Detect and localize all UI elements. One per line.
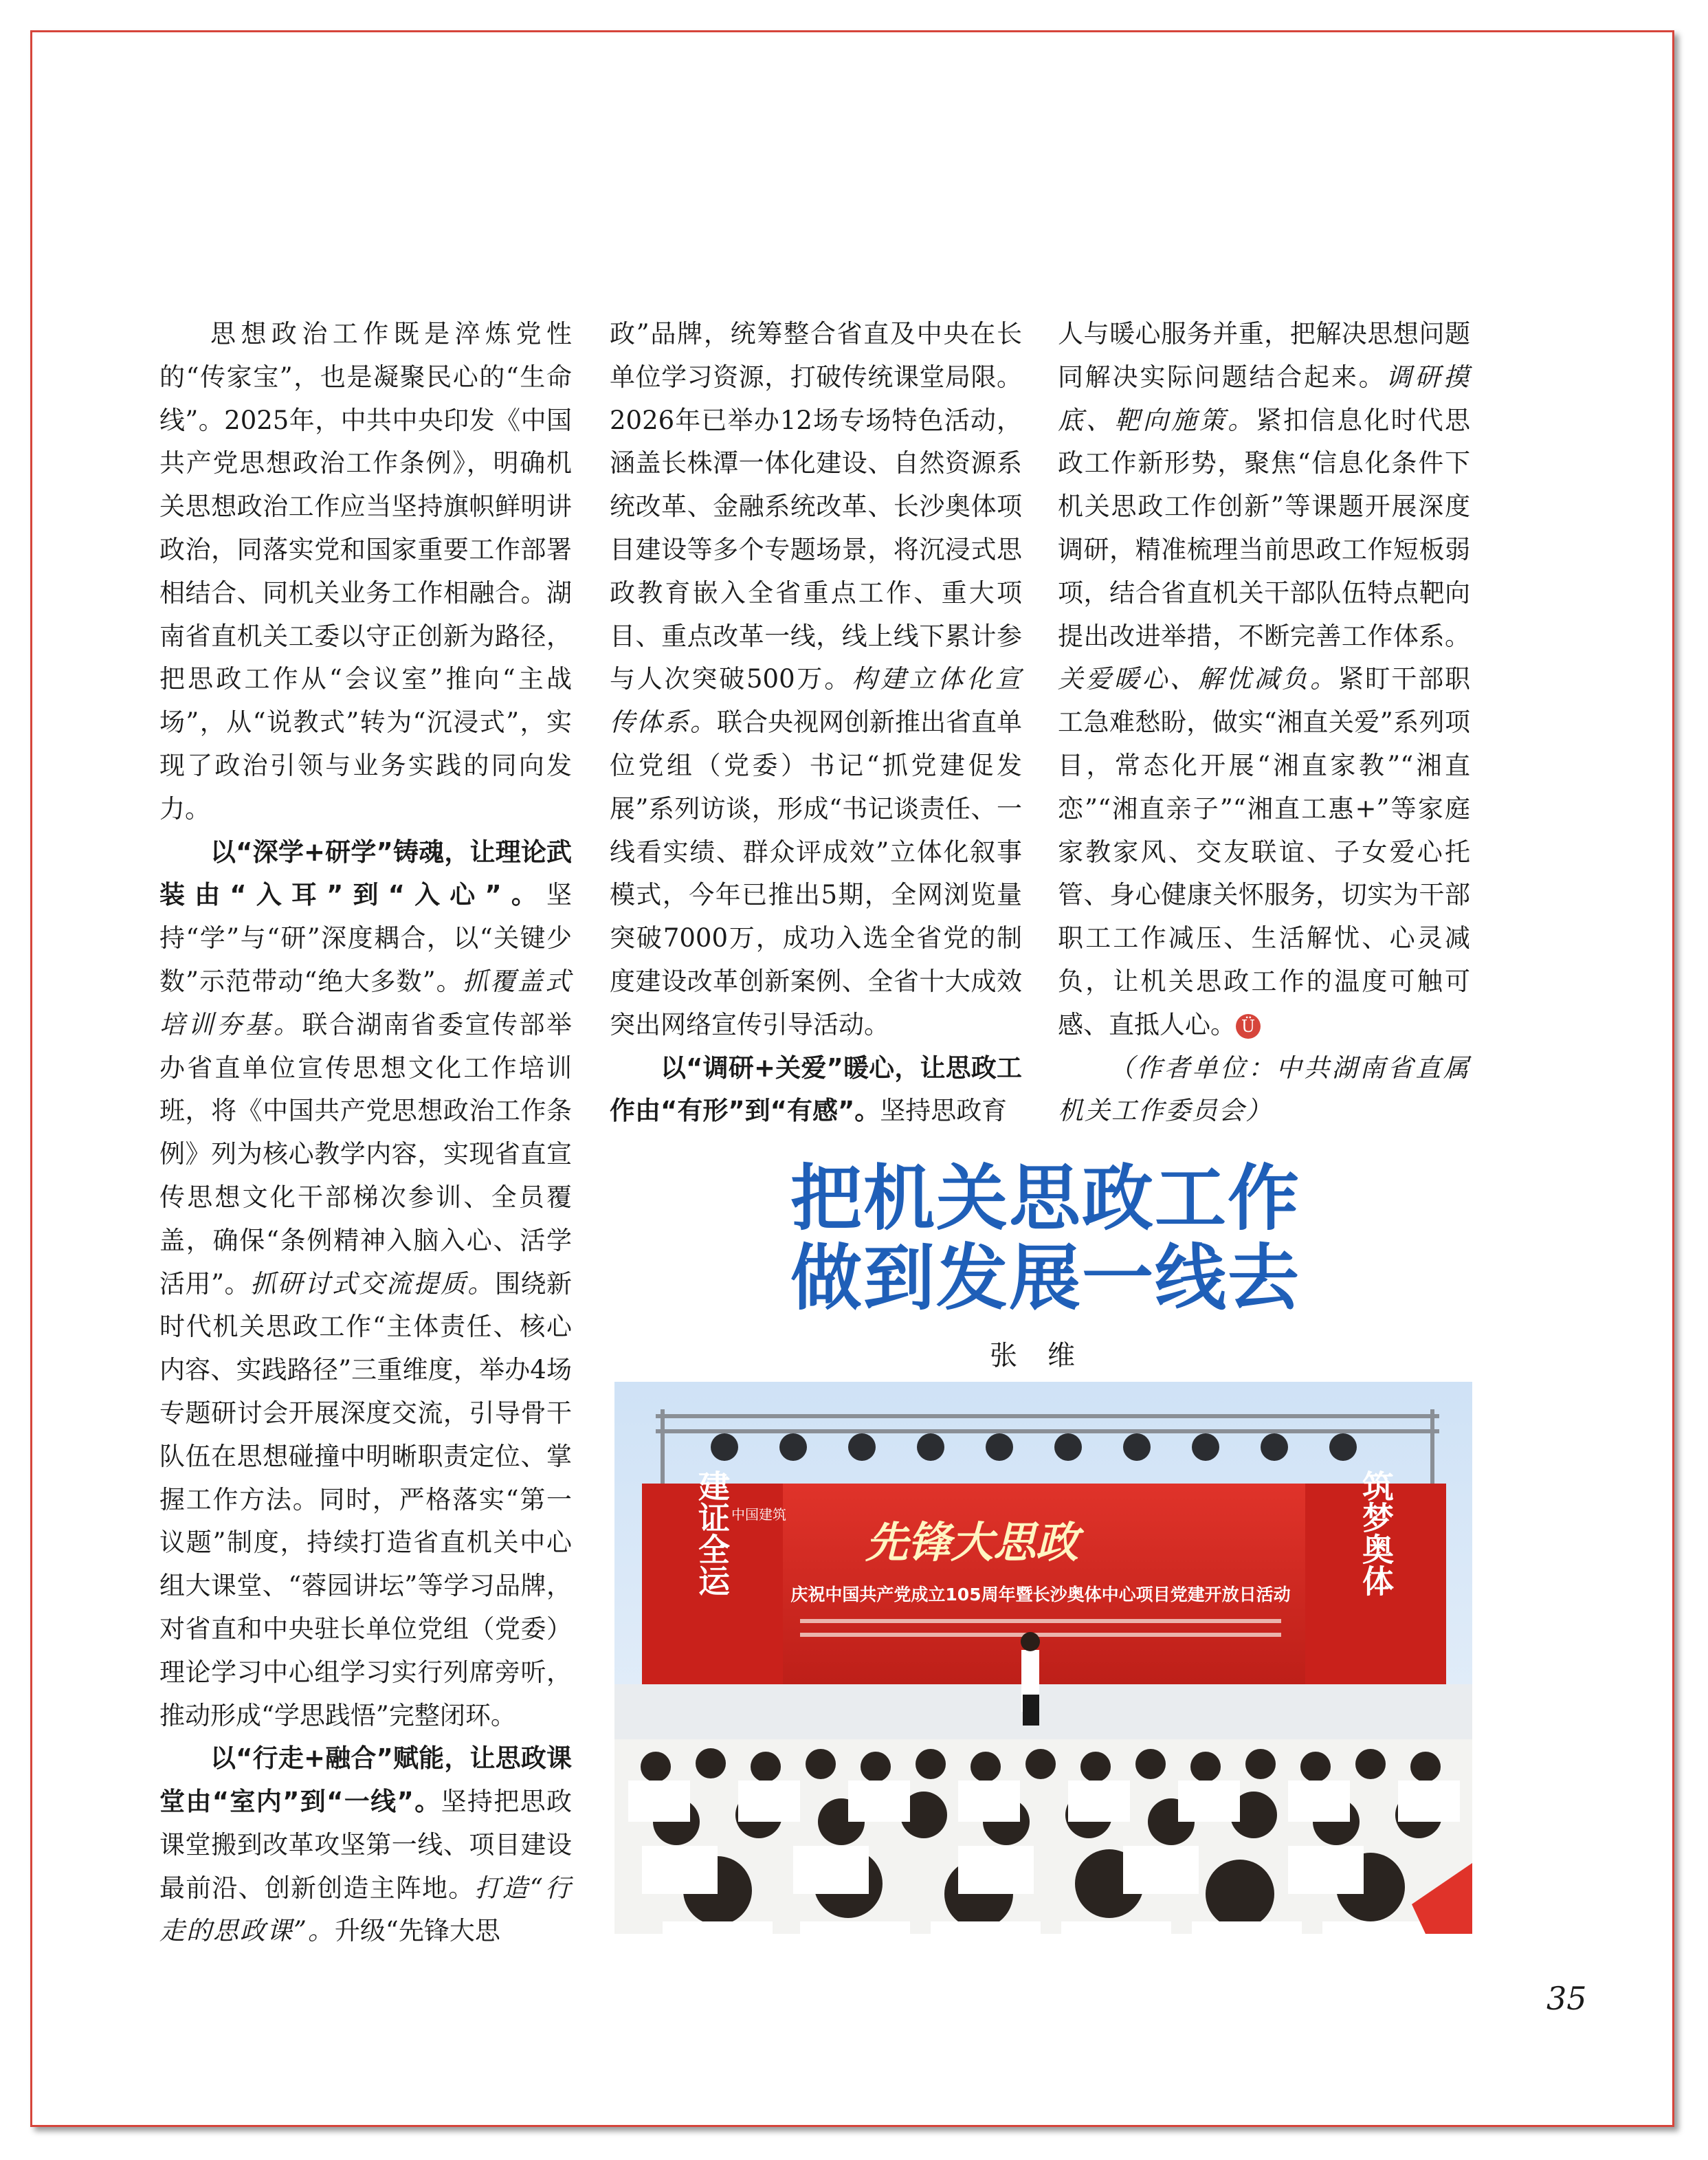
banner-title: 庆祝中国共产党成立105周年暨长沙奥体中心项目党建开放日活动 [790,1585,1291,1605]
banner-right-slogan: 筑梦奥体 [1357,1470,1395,1596]
banner-logo: 中国建筑 [731,1506,786,1523]
paragraph: 以“调研+关爱”暖心，让思政工作由“有形”到“有感”。坚持思政育 [610,1053,1022,1126]
event-photo [614,1382,1472,1934]
paragraph: 以“深学+研学”铸魂，让理论武装由“入耳”到“入心”。坚持“学”与“研”深度耦合，以“关键少数”示范带动“绝大多数”。抓覆盖式培训夯基。联合湖南省委宣传部举办省直单位宣传思想文化工作培训班，将《中国共产党思想政治工作条例》列为核心教学内容，实现省直宣传思想文化干部梯次参训、全员覆盖，确保“条例精神入脑入心、活学活用”。抓研讨式交流提质。围绕新时代机关思政工作“主体责任、核心内容、实践路径”三重维度，举办4场专题研讨会开展深度交流，引导骨干队伍在思想碰撞中明晰职责定位、掌握工作方法。同时，严格落实“第一议题”制度，持续打造省直机关中心组大课堂、“蓉园讲坛”等学习品牌，对省直和中央驻长单位党组（党委）理论学习中心组学习实行列席旁听，推动形成“学思践悟”完整闭环。 [159,837,573,1730]
paragraph: 政”品牌，统筹整合省直及中央在长单位学习资源，打破传统课堂局限。2026年已举办12场专场特色活动，涵盖长株潭一体化建设、自然资源系统改革、金融系统改革、长沙奥体项目建设等多个专题场景，将沉浸式思政教育嵌入全省重点工作、重大项目、重点改革一线，线上线下累计参与人次突破500万。构建立体化宣传体系。联合央视网创新推出省直单位党组（党委）书记“抓党建促发展”系列访谈，形成“书记谈责任、一线看实绩、群众评成效”立体化叙事模式，今年已推出5期，全网浏览量突破7000万，成功入选全省党的制度建设改革创新案例、全省十大成效突出网络宣传引导活动。 [610,319,1023,1039]
banner-slogan: 先锋大思政 [865,1517,1079,1567]
banner-left-slogan: 建证全运 [694,1470,731,1596]
paragraph: 以“行走+融合”赋能，让思政课堂由“室内”到“一线”。坚持把思政课堂搬到改革攻坚第一线、项目建设最前沿、创新创造主阵地。打造“行走的思政课”。升级“先锋大思 [159,1743,572,1946]
section-lead: 以“深学+研学”铸魂，让理论武装由“入耳”到“入心”。 [159,837,572,910]
subhead: 抓研讨式交流提质。 [250,1268,495,1299]
article-title [790,1156,1301,1320]
section-lead: 以“行走+融合”赋能，让思政课堂由“室内”到“一线”。 [159,1743,572,1817]
text-column-2 [610,313,1022,1133]
author-byline: 张维 [990,1340,1105,1371]
title-line-1: 把机关思政工作 [790,1156,1301,1240]
text-column-1 [159,313,572,1953]
subhead: 构建立体化宣传体系。 [610,664,1023,738]
subhead: 调研摸底、靶向施策。 [1058,362,1471,435]
paragraph: 人与暖心服务并重，把解决思想问题同解决实际问题结合起来。调研摸底、靶向施策。紧扣信息化时代思政工作新形势，聚焦“信息化条件下机关思政工作创新”等课题开展深度调研，精准梳理当前思政工作短板弱项，结合省直机关干部队伍特点靶向提出改进举措，不断完善工作体系。关爱暖心、解忧减负。紧盯干部职工急难愁盼，做实“湘直关爱”系列项目，常态化开展“湘直家教”“湘直恋”“湘直亲子”“湘直工惠+”等家庭家教家风、交友联谊、子女爱心托管、身心健康关怀服务，切实为干部职工工作减压、生活解忧、心灵减负，让机关思政工作的温度可触可感、直抵人心。 Ü [1058,319,1471,1039]
end-mark-icon: Ü [1236,1014,1261,1039]
author-unit: （作者单位：中共湖南省直属机关工作委员会） [1058,1053,1470,1126]
page-number: 35 [1546,1980,1587,2017]
section-lead: 以“调研+关爱”暖心，让思政工作由“有形”到“有感”。 [610,1053,1022,1126]
subhead: 关爱暖心、解忧减负。 [1058,664,1338,694]
subhead: 打造“行走的思政课”。 [159,1873,572,1946]
paragraph: 思想政治工作既是淬炼党性的“传家宝”，也是凝聚民心的“生命线”。2025年，中共中央印发《中国共产党思想政治工作条例》，明确机关思想政治工作应当坚持旗帜鲜明讲政治，同落实党和国家重要工作部署相结合、同机关业务工作相融合。湖南省直机关工委以守正创新为路径，把思政工作从“会议室”推向“主战场”，从“说教式”转为“沉浸式”，实现了政治引领与业务实践的同向发力。 [159,319,572,824]
text-column-3 [1058,313,1470,1133]
subhead: 抓覆盖式培训夯基。 [159,966,572,1039]
title-line-2: 做到发展一线去 [790,1235,1301,1320]
